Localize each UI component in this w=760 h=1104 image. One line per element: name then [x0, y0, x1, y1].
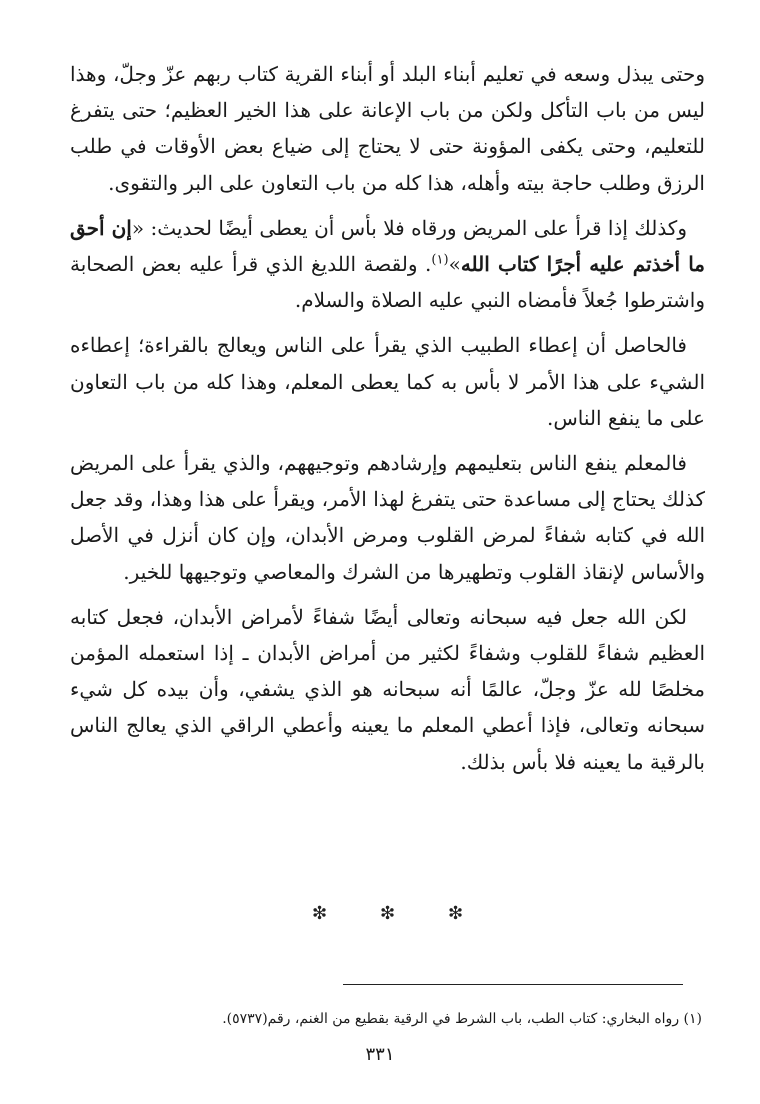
paragraph-5	[70, 599, 705, 780]
paragraph-3	[70, 327, 705, 436]
footnote-text: (١) رواه البخاري: كتاب الطب، باب الشرط في الرقية بقطيع من الغنم، رقم(٥٧٣٧).	[222, 1011, 702, 1027]
separator-star-icon: ❇	[312, 903, 328, 924]
paragraph-4	[70, 445, 705, 590]
paragraph-1-text: وحتى يبذل وسعه في تعليم أبناء البلد أو أبناء القرية كتاب ربهم عزّ وجلّ، وهذا ليس من باب التأكل ولكن من باب الإعانة على هذا الخير العظيم؛ حتى يتفرغ للتعليم، وحتى يكفى المؤونة حتى لا يحتاج إلى ضياع بعض الأوقات في طلب الرزق وطلب حاجة بيته وأهله، هذا كله من باب التعاون على البر والتقوى.	[70, 62, 705, 195]
footnote	[60, 1008, 702, 1030]
body-text	[70, 56, 705, 789]
page-number-text: ٣٣١	[365, 1044, 395, 1065]
paragraph-4-text: فالمعلم ينفع الناس بتعليمهم وإرشادهم وتوجيههم، والذي يقرأ على المريض كذلك يحتاج إلى مساعدة حتى يتفرغ لهذا الأمر، ويقرأ على هذا وهذا، وقد جعل الله في كتابه شفاءً لمرض القلوب ومرض الأبدان، وإن كان أنزل في الأصل والأساس لإنقاذ القلوب وتطهيرها من الشرك والمعاصي وتوجيهها للخير.	[70, 451, 705, 584]
separator-star-icon: ❇	[380, 903, 396, 924]
footnote-reference[interactable]: (١)	[431, 252, 449, 268]
paragraph-2	[70, 210, 705, 319]
paragraph-3-text: فالحاصل أن إعطاء الطبيب الذي يقرأ على الناس ويعالج بالقراءة؛ إعطاءه الشيء على هذا الأمر لا بأس به كما يعطى المعلم، وهذا كله من باب التعاون على ما ينفع الناس.	[70, 333, 705, 430]
separator-star-icon: ❇	[448, 903, 464, 924]
paragraph-2-rest: . ولقصة اللديغ الذي قرأ عليه بعض الصحابة واشترطوا جُعلاً فأمضاه النبي عليه الصلاة والسلام.	[70, 252, 705, 313]
section-separator	[0, 902, 760, 926]
page-number	[0, 1042, 760, 1068]
footnote-divider	[343, 984, 683, 985]
hadith-quote: إن أحق ما أخذتم عليه أجرًا كتاب الله	[70, 215, 706, 277]
paragraph-1	[70, 56, 705, 201]
paragraph-2-intro: وكذلك إذا قرأ على المريض ورقاه فلا بأس أن يعطى أيضًا لحديث: «	[131, 215, 687, 240]
paragraph-5-text: لكن الله جعل فيه سبحانه وتعالى أيضًا شفاءً لأمراض الأبدان، فجعل كتابه العظيم شفاءً للقلوب وشفاءً لكثير من أمراض الأبدان ـ إذا استعمله المؤمن مخلصًا لله عزّ وجلّ، عالمًا أنه سبحانه هو الذي يشفي، وأن بيده كل شيء سبحانه وتعالى، فإذا أعطي المعلم ما يعينه وأعطي الراقي الذي يعالج الناس بالرقية ما يعينه فلا بأس بذلك.	[70, 604, 705, 774]
hadith-close-quote: »	[448, 252, 461, 277]
